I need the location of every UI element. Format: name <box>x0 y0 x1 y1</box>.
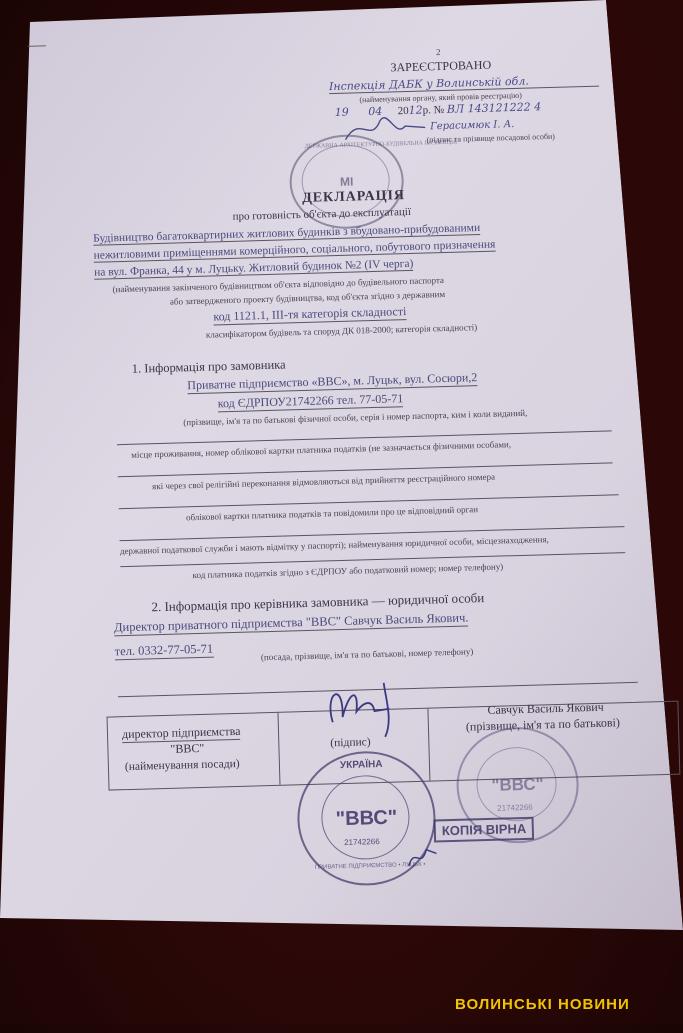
director-signature <box>313 670 425 743</box>
stamp-ring-text: ПРИВАТНЕ ПІДПРИЄМСТВО • ЛУЦЬК • <box>314 861 426 871</box>
authority-handwritten: Інспекція ДАБК у Волинській обл. <box>329 73 599 95</box>
authority-caption: (найменування органу, який провів реєстрацію) <box>359 90 522 105</box>
object-line-3: на вул. Франка, 44 у м. Луцьку. Житловий будинок №2 (IV черга) <box>93 257 414 279</box>
document-subtitle: про готовність об'єкта до експлуатації <box>232 205 412 223</box>
date-year: 12 <box>408 103 423 117</box>
object-caption-1: (найменування закінченого будівництвом об'єкта відповідно до будівельного паспорта <box>112 275 445 295</box>
document-title: ДЕКЛАРАЦІЯ <box>301 188 406 206</box>
signatory-name-caption: (прізвище, ім'я та по батькові) <box>465 715 621 734</box>
customer-code-phone: код ЄДРПОУ21742266 тел. 77-05-71 <box>217 391 404 411</box>
stamp-country-text: УКРАЇНА <box>339 758 383 772</box>
copy-certified-stamp: КОПІЯ ВІРНА <box>434 817 535 843</box>
object-caption-2: або затвердженого проекту будівництва, код об'єкта згідно з державним <box>169 288 446 307</box>
position-line-1: директор підприємства <box>121 723 241 742</box>
official-caption: (підпис та прізвище посадової особи) <box>426 131 556 145</box>
object-line-2: нежитловими приміщеннями комерційного, соціального, побутового призначення <box>93 238 496 262</box>
section1-caption-1: (прізвище, ім'я та по батькові фізичної особи, серія і номер паспорта, ким і коли виданий, <box>183 407 528 428</box>
position-caption: (найменування посади) <box>124 757 240 774</box>
site-watermark: ВОЛИНСЬКІ НОВИНИ <box>455 996 630 1013</box>
registered-label: ЗАРЕЄСТРОВАНО <box>390 57 492 75</box>
seal-center-text: МІ <box>339 174 354 189</box>
signature-caption: (підпис) <box>330 736 371 750</box>
section1-caption-3: які через свої релігійні переконання відмовляються від прийняття реєстраційного номера <box>151 471 496 492</box>
date-year-prefix: 20 <box>397 104 409 118</box>
faint-stamp-code: 21742266 <box>497 802 533 813</box>
section1-heading: 1. Інформація про замовника <box>131 357 286 376</box>
section2-caption: (посада, прізвище, ім'я та по батькові, номер телефону) <box>260 646 474 663</box>
signatory-name: Савчук Василь Якович <box>487 699 604 717</box>
object-caption-3: класифікатором будівель та споруд ДК 018-2000; категорія складності) <box>205 322 478 340</box>
section1-caption-2: місце проживання, номер облікової картки платника податків (не зазначається фізичними особами, <box>131 439 512 460</box>
date-day: 19 <box>334 105 349 120</box>
date-month: 04 <box>368 104 383 119</box>
position-line-2: "ВВС" <box>170 740 205 756</box>
section2-heading: 2. Інформація про керівника замовника — юридичної особи <box>151 590 485 615</box>
object-line-1: Будівництво багатоквартирних житлових будинків з вбудовано-прибудованими <box>93 221 481 245</box>
section1-caption-5: державної податкової служби і мають відмітку у паспорті); найменування юридичної особи, місцезнаходження, <box>119 534 549 557</box>
corner-mark: — <box>27 34 46 55</box>
customer-name-address: Приватне підприємство «ВВС», м. Луцьк, вул. Сосюри,2 <box>187 370 478 393</box>
registration-number: ВЛ 143121222 4 <box>446 100 542 116</box>
page-mark: 2 <box>435 47 441 58</box>
date-year-suffix: р. № <box>422 103 445 117</box>
director-info: Директор приватного підприємства "ВВС" Савчук Василь Якович. <box>113 610 469 635</box>
copy-stamp-signature <box>402 835 443 876</box>
section1-caption-4: облікової картки платника податків та повідомили про це відповідний орган <box>185 504 479 523</box>
faint-stamp-center-bvc: "ВВС" <box>491 774 544 795</box>
section1-caption-6: код платника податків згідно з ЄДРПОУ або податковий номер; номер телефону) <box>192 561 504 581</box>
stamp-center-bvc: "ВВС" <box>335 806 398 830</box>
stamp-code-text: 21742266 <box>343 837 380 848</box>
director-phone: тел. 0332-77-05-71 <box>114 641 214 659</box>
official-handwritten: Герасимюк І. А. <box>430 118 515 133</box>
object-code: код 1121.1, III-тя категорія складності <box>213 304 407 324</box>
seal-ring-text: ДЕРЖАВНА АРХІТЕКТУРНО-БУДІВЕЛЬНА ІНСПЕКЦІЯ <box>304 139 458 150</box>
